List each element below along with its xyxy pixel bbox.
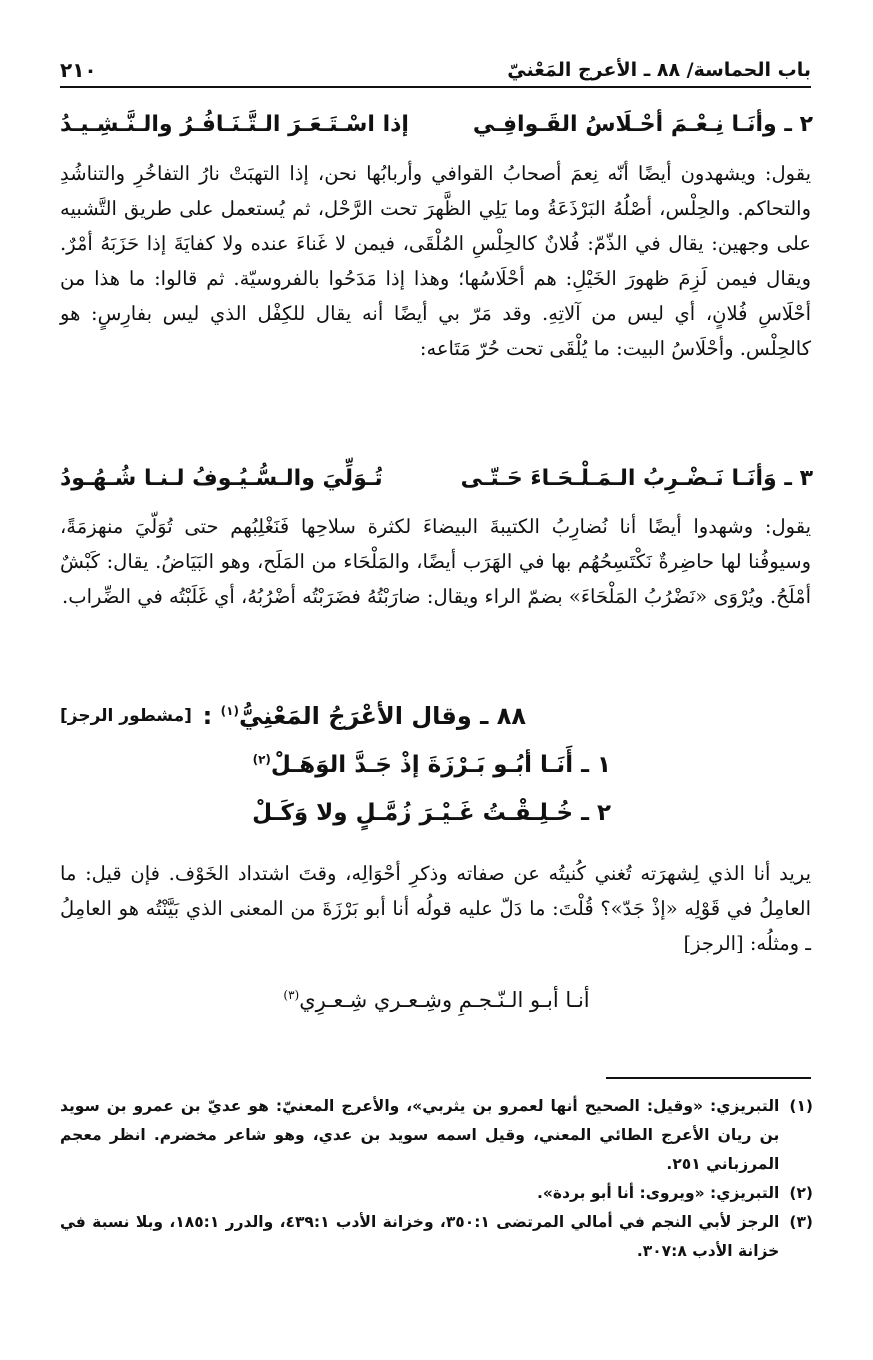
verse-2 [60,104,813,144]
running-header [60,54,811,88]
footnote-2 [60,1179,813,1208]
poem-88-title: ٨٨ ـ وقال الأعْرَجُ المَعْنِيُّ$^{(١)}$ : [202,702,526,730]
footnote-2-number: (٢) [789,1184,813,1202]
footnote-2-text: التبريزي: «ويروى: أنا أبو بردة». [537,1184,780,1202]
verse-3-second-hemistich: تُـوَلِّيَ والـسُّـيُـوفُ لـنـا شُـهُـودُ [60,465,383,491]
footnote-1-text: التبريزي: «وقيل: الصحيح أنها لعمرو بن يثربي»، والأعرج المعنيّ: هو عديّ بن عمرو بن سويد بن ريان الأعرج الطائي المعني، وقيل اسمه سويد بن عدي، وهو شاعر مخضرم. انظر معجم المرزباني ٢٥١. [60,1097,780,1173]
poem-88-heading [60,696,811,736]
verse-3-first-hemistich: ٣ ـ وَأنَـا نَـضْـرِبُ الـمَـلْـحَـاءَ حَـتّـى [460,465,813,491]
footnote-divider [606,1077,811,1079]
verse-2-commentary: يقول: ويشهدون أيضًا أنّه نِعمَ أصحابُ القوافي وأربابُها نحن، إذا التهبَتْ نارُ التفاخُرِ والتناشُدِ والتحاكم. والحِلْس، أصْلُهُ البَرْذَعَةُ وما يَلِي الظَّهرَ تحت الرَّحْل، ثم يُستعمل على طريق التَّشبيه على وجهين: يقال في الذّمّ: فُلانٌ كالحِلْسِ المُلْقَى، فيمن لا غَناءَ عنده ولا كفايَةَ إذا حَزَبَهُ أمْرٌ. ويقال فيمن لَزِمَ ظهورَ الخَيْلِ: هم أحْلَاسُها؛ وهذا إذا مَدَحُوا بالفروسيّة. ثم قالوا: ما هذا من أحْلَاسِ فُلانٍ، أي ليس من آلاتِهِ. وقد مَرّ بي أيضًا أنه يقال للكِفْل الذي ليس بفارِسٍ: هو كالحِلْس. وأحْلَاسُ البيت: ما يُلْقَى تحت حُرّ مَتَاعه: [60,162,811,360]
footnote-1-number: (١) [789,1097,813,1115]
footnotes [60,1092,813,1266]
quoted-rajaz-verse: أنـا أبـو الـنّـجـمِ وشِـعـري شِـعـرِي$^{(٣)}$ [283,988,590,1012]
header-title: باب الحماسة/ ٨٨ ـ الأعرج المَعْنيّ [507,59,811,81]
footnote-3-number: (٣) [789,1213,813,1231]
page-number: ٢١٠ [60,58,97,82]
footnote-ref-1: (١) [220,704,239,718]
footnote-ref-2: (٢) [252,752,271,767]
footnote-3-text: الرجز لأبي النجم في أمالي المرتضى ٣٥٠:١، وخزانة الأدب ٤٣٩:١، والدرر ١٨٥:١، وبلا نسبة في خزانة الأدب ٣٠٧:٨. [60,1213,780,1260]
footnote-1 [60,1092,813,1179]
rajaz-line-2: ٢ ـ خُـلِـقْـتُ غَـيْـرَ زُمَّـلٍ ولا وَكَـلْ [252,800,611,826]
verse-3-commentary: يقول: وشهدوا أيضًا أنا نُضارِبُ الكتيبةَ البيضاءَ لكثرة سلاحِها فَنَغْلِبُهم حتى تُوَلّيَ منهزمَةً، وسيوفُنا لها حاضِرةٌ نَكْتَسِحُهُم بها في الهَرَب أيضًا، والمَلْحَاء من المَلَح، وهو البَيَاضُ. يقال: كَبْشٌ أمْلَحُ. ويُرْوَى «نَضْرُبُ المَلْحَاءَ» بضمّ الراء ويقال: ضارَبْتُهُ فضَرَبْتُه أضْرُبُهُ، أي غَلَبْتُه في الضِّراب. [60,515,811,608]
meter-label: [مشطور الرجز] [60,706,192,726]
footnote-ref-3: (٣) [283,988,300,1002]
verse-2-first-hemistich: ٢ ـ وأنَـا نِـعْـمَ أحْـلَاسُ القَـوافِـي [472,111,813,137]
verse-3 [60,458,813,498]
rajaz-line-1: ١ ـ أَنَـا أبُـو بَـرْزَةَ إذْ جَـدَّ الوَهَـلْ$^{(٢)}$ [252,752,611,778]
verse-2-second-hemistich: إذا اسْـتَـعَـرَ الـتَّـنَـافُـرُ والـنَّـشِـيـدُ [60,111,409,137]
footnote-3 [60,1208,813,1266]
poem-88-commentary: يريد أنا الذي لِشهرَته تُغني كُنيتُه عن صفاته وذكرِ أحْوَالِه، وقتَ اشتداد الخَوْف. فإن قيل: ما العامِلُ في قَوْلِه «إذْ جَدّ»؟ قُلْتَ: ما دَلّ عليه قولُه أنا أبو بَرْزَةَ من المعنى الذي بَيَّنْتُه هو العامِلُ ـ ومثلُه: [الرجز] [60,862,811,955]
